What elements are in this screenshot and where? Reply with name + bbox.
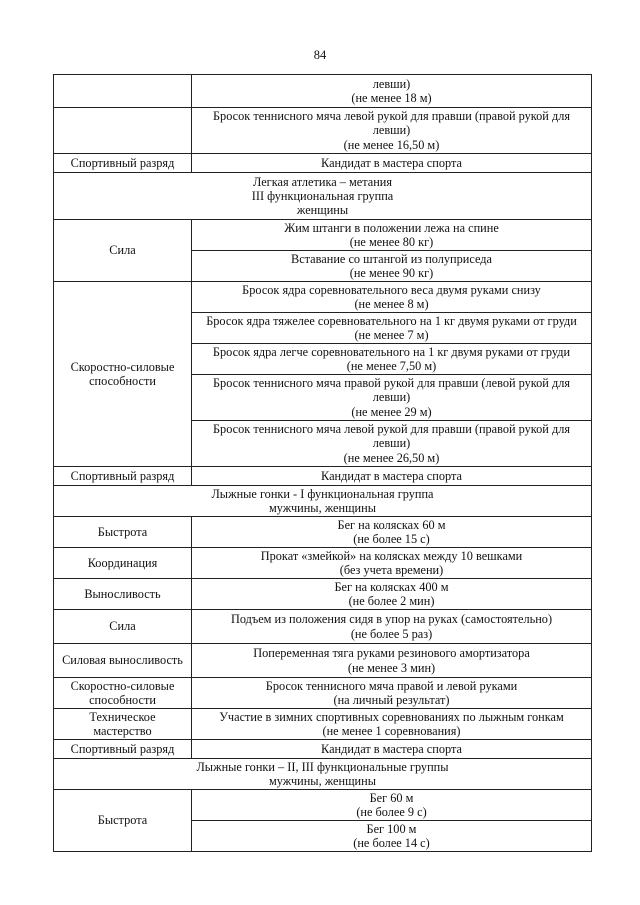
- test-cell: Кандидат в мастера спорта: [192, 467, 592, 486]
- test-cell: [192, 344, 592, 375]
- table-row: [54, 740, 592, 759]
- test-line: левши): [372, 123, 411, 138]
- test-line: (не более 14 с): [353, 836, 430, 850]
- test-cell: [192, 108, 592, 154]
- test-line: (не менее 1 соревнования): [322, 724, 461, 738]
- table-row: [54, 75, 592, 108]
- test-line: (не менее 8 м): [354, 297, 429, 311]
- test-line: (не более 15 с): [353, 532, 430, 546]
- test-line: (не менее 29 м): [351, 404, 432, 419]
- table-row: [54, 790, 592, 821]
- ability-cell: [54, 709, 192, 740]
- test-line: (не менее 80 кг): [349, 235, 434, 249]
- test-cell: [192, 610, 592, 644]
- table-row: [54, 678, 592, 709]
- test-cell: [192, 644, 592, 678]
- table-row: [54, 517, 592, 548]
- test-cell: [192, 709, 592, 740]
- test-cell: [192, 75, 592, 108]
- test-line: (на личный результат): [333, 693, 450, 707]
- test-line: Вставание со штангой из полуприседа: [291, 251, 492, 266]
- ability-cell: [54, 678, 192, 709]
- standards-table: [53, 74, 592, 852]
- test-cell: [192, 821, 592, 852]
- test-line: (без учета времени): [339, 563, 444, 577]
- section-header-row: [54, 759, 592, 790]
- test-cell: Кандидат в мастера спорта: [192, 154, 592, 173]
- test-cell: [192, 517, 592, 548]
- test-cell: [192, 579, 592, 610]
- test-line: (не менее 3 мин): [347, 660, 436, 675]
- ability-line: Скоростно-силовые: [70, 678, 175, 693]
- ability-cell: Спортивный разряд: [54, 467, 192, 486]
- test-cell: [192, 251, 592, 282]
- test-line: (не более 2 мин): [348, 594, 435, 608]
- test-line: Бросок ядра соревновательного веса двумя руками снизу: [242, 282, 541, 297]
- test-cell: [192, 313, 592, 344]
- table-row: [54, 579, 592, 610]
- section-header: [54, 173, 592, 220]
- test-cell: [192, 678, 592, 709]
- ability-cell: Силовая выносливость: [54, 644, 192, 678]
- ability-line: Техническое: [89, 709, 156, 724]
- ability-line: мастерство: [93, 724, 152, 738]
- ability-cell: [54, 75, 192, 108]
- ability-cell: Быстрота: [54, 790, 192, 852]
- test-line: Попеременная тяга руками резинового амортизатора: [253, 646, 530, 661]
- test-line: Бег на колясках 400 м: [334, 579, 449, 594]
- test-cell: [192, 375, 592, 421]
- ability-cell: Сила: [54, 220, 192, 282]
- section-header-row: [54, 486, 592, 517]
- test-line: Жим штанги в положении лежа на спине: [284, 220, 499, 235]
- test-line: (не менее 26,50 м): [343, 450, 440, 465]
- test-line: Бег на колясках 60 м: [337, 517, 446, 532]
- ability-line: Скоростно-силовые: [70, 359, 175, 374]
- test-line: левши): [372, 436, 411, 451]
- test-cell: Кандидат в мастера спорта: [192, 740, 592, 759]
- test-line: (не менее 7 м): [354, 328, 429, 342]
- test-line: Участие в зимних спортивных соревнованиях по лыжным гонкам: [219, 709, 564, 724]
- test-line: Бросок теннисного мяча правой и левой руками: [265, 678, 518, 693]
- ability-cell: [54, 108, 192, 154]
- test-line: Бег 100 м: [366, 821, 417, 836]
- test-cell: [192, 220, 592, 251]
- test-cell: [192, 421, 592, 467]
- test-cell: [192, 548, 592, 579]
- ability-cell: Выносливость: [54, 579, 192, 610]
- table-row: [54, 610, 592, 644]
- table-row: [54, 644, 592, 678]
- test-line: (не более 9 с): [356, 805, 427, 819]
- section-line: III функциональная группа: [251, 188, 394, 203]
- ability-cell: Координация: [54, 548, 192, 579]
- test-line: (не менее 90 кг): [349, 266, 434, 280]
- test-line: Бросок теннисного мяча правой рукой для правши (левой рукой для: [213, 376, 570, 391]
- test-line: левши): [372, 76, 411, 91]
- ability-cell: Спортивный разряд: [54, 154, 192, 173]
- test-line: (не менее 16,50 м): [343, 137, 440, 152]
- test-line: Бег 60 м: [369, 790, 414, 805]
- section-line: мужчины, женщины: [269, 774, 376, 788]
- table-row: [54, 282, 592, 313]
- ability-cell: Спортивный разряд: [54, 740, 192, 759]
- section-header-row: [54, 173, 592, 220]
- ability-cell: Быстрота: [54, 517, 192, 548]
- page-number: 84: [313, 48, 327, 62]
- ability-line: способности: [89, 693, 156, 707]
- table-row: [54, 108, 592, 154]
- test-line: (не менее 7,50 м): [346, 359, 437, 373]
- section-header: [54, 486, 592, 517]
- test-line: (не менее 18 м): [351, 91, 432, 105]
- table-row: [54, 548, 592, 579]
- test-line: Бросок теннисного мяча левой рукой для правши (правой рукой для: [213, 109, 570, 124]
- test-line: Прокат «змейкой» на колясках между 10 вешками: [260, 548, 523, 563]
- test-line: Бросок ядра легче соревновательного на 1 кг двумя руками от груди: [212, 344, 571, 359]
- test-cell: [192, 282, 592, 313]
- table-row: [54, 154, 592, 173]
- ability-line: способности: [89, 374, 156, 388]
- table-row: [54, 220, 592, 251]
- ability-cell: [54, 282, 192, 467]
- test-line: Подъем из положения сидя в упор на руках (самостоятельно): [230, 612, 553, 627]
- test-line: левши): [372, 390, 411, 405]
- test-line: (не более 5 раз): [350, 626, 433, 641]
- section-line: Лыжные гонки - I функциональная группа: [211, 486, 434, 501]
- table-row: [54, 467, 592, 486]
- test-line: Бросок ядра тяжелее соревновательного на 1 кг двумя руками от груди: [206, 313, 577, 328]
- test-cell: [192, 790, 592, 821]
- table-row: [54, 709, 592, 740]
- section-line: Лыжные гонки – II, III функциональные группы: [196, 759, 449, 774]
- test-line: Бросок теннисного мяча левой рукой для правши (правой рукой для: [213, 422, 570, 437]
- section-line: мужчины, женщины: [269, 501, 376, 515]
- ability-cell: Сила: [54, 610, 192, 644]
- section-line: женщины: [296, 203, 349, 218]
- section-line: Легкая атлетика – метания: [252, 174, 393, 189]
- section-header: [54, 759, 592, 790]
